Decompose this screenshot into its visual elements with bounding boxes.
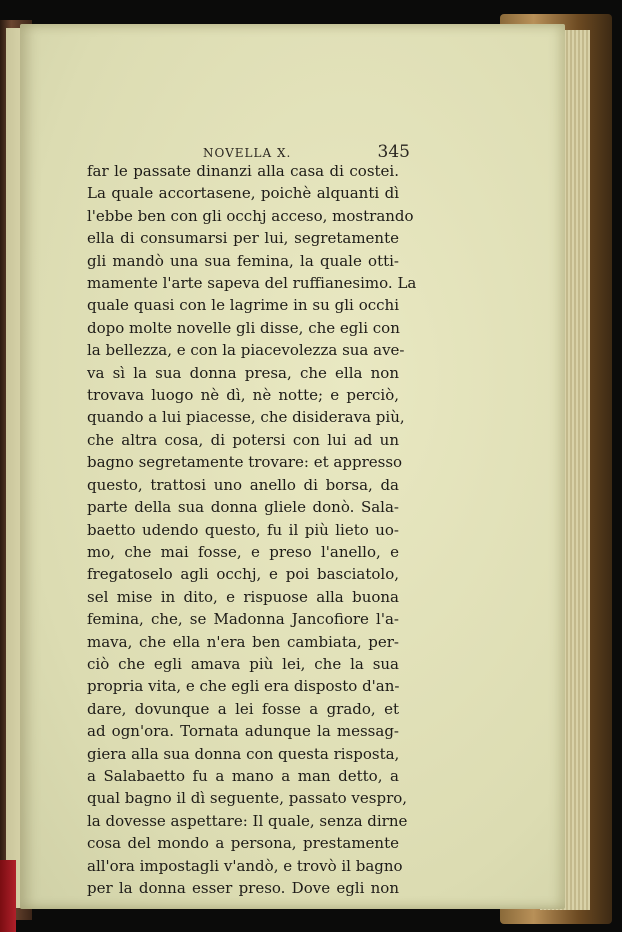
text-line: che altra cosa, di potersi con lui ad un [87, 430, 399, 449]
text-line: parte della sua donna gliele donò. Sala- [87, 498, 399, 517]
text-line: la bellezza, e con la piacevolezza sua ave- [87, 341, 405, 360]
text-line: cosa del mondo a persona, prestamente [87, 834, 399, 853]
text-line: baetto udendo questo, fu il più lieto uo- [87, 520, 399, 539]
bookmark-ribbon [0, 860, 16, 932]
text-line: a Salabaetto fu a mano a man detto, a [87, 766, 399, 785]
text-line: all'ora impostagli v'andò, e trovò il bagno [87, 856, 403, 875]
text-line: gli mandò una sua femina, la quale otti- [87, 251, 399, 270]
text-line: qual bagno il dì seguente, passato vespro, [87, 789, 408, 808]
text-line: femina, che, se Madonna Jancofiore l'a- [87, 610, 399, 629]
text-line: sel mise in dito, e rispuose alla buona [87, 587, 399, 606]
text-line: fregatoselo agli occhj, e poi basciatolo, [87, 565, 399, 584]
text-line: propria vita, e che egli era disposto d'an- [87, 677, 400, 696]
text-line: mo, che mai fosse, e preso l'anello, e [87, 542, 399, 561]
text-line: dare, dovunque a lei fosse a grado, et [87, 699, 399, 718]
text-line: va sì la sua donna presa, che ella non [87, 363, 399, 382]
text-line: bagno segretamente trovare: et appresso [87, 453, 403, 472]
text-line: l'ebbe ben con gli occhj acceso, mostrando [87, 206, 414, 225]
text-line: trovava luogo nè dì, nè notte; e perciò, [87, 386, 399, 405]
text-line: ciò che egli amava più lei, che la sua [87, 654, 399, 673]
text-line: per la donna esser preso. Dove egli non [87, 879, 399, 897]
running-title: NOVELLA X. [203, 146, 292, 160]
page-number: 345 [377, 142, 410, 162]
text-line: ella di consumarsi per lui, segretamente [87, 229, 399, 248]
text-line: ad ogn'ora. Tornata adunque la messag- [87, 722, 399, 741]
body-text [87, 160, 417, 899]
text-line: far le passate dinanzi alla casa di costei. [87, 162, 399, 180]
text-line: giera alla sua donna con questa risposta, [87, 744, 400, 763]
text-line: mamente l'arte sapeva del ruffianesimo. La [87, 274, 417, 293]
text-line: mava, che ella n'era ben cambiata, per- [87, 632, 399, 651]
text-line: questo, trattosi uno anello di borsa, da [87, 475, 399, 494]
text-line: quale quasi con le lagrime in su gli occhi [87, 296, 399, 315]
text-line: quando a lui piacesse, che disiderava più, [87, 408, 405, 427]
text-line: la dovesse aspettare: Il quale, senza dirne [87, 811, 408, 830]
text-line: La quale accortasene, poichè alquanti dì [87, 184, 399, 203]
text-line: dopo molte novelle gli disse, che egli con [87, 318, 400, 337]
